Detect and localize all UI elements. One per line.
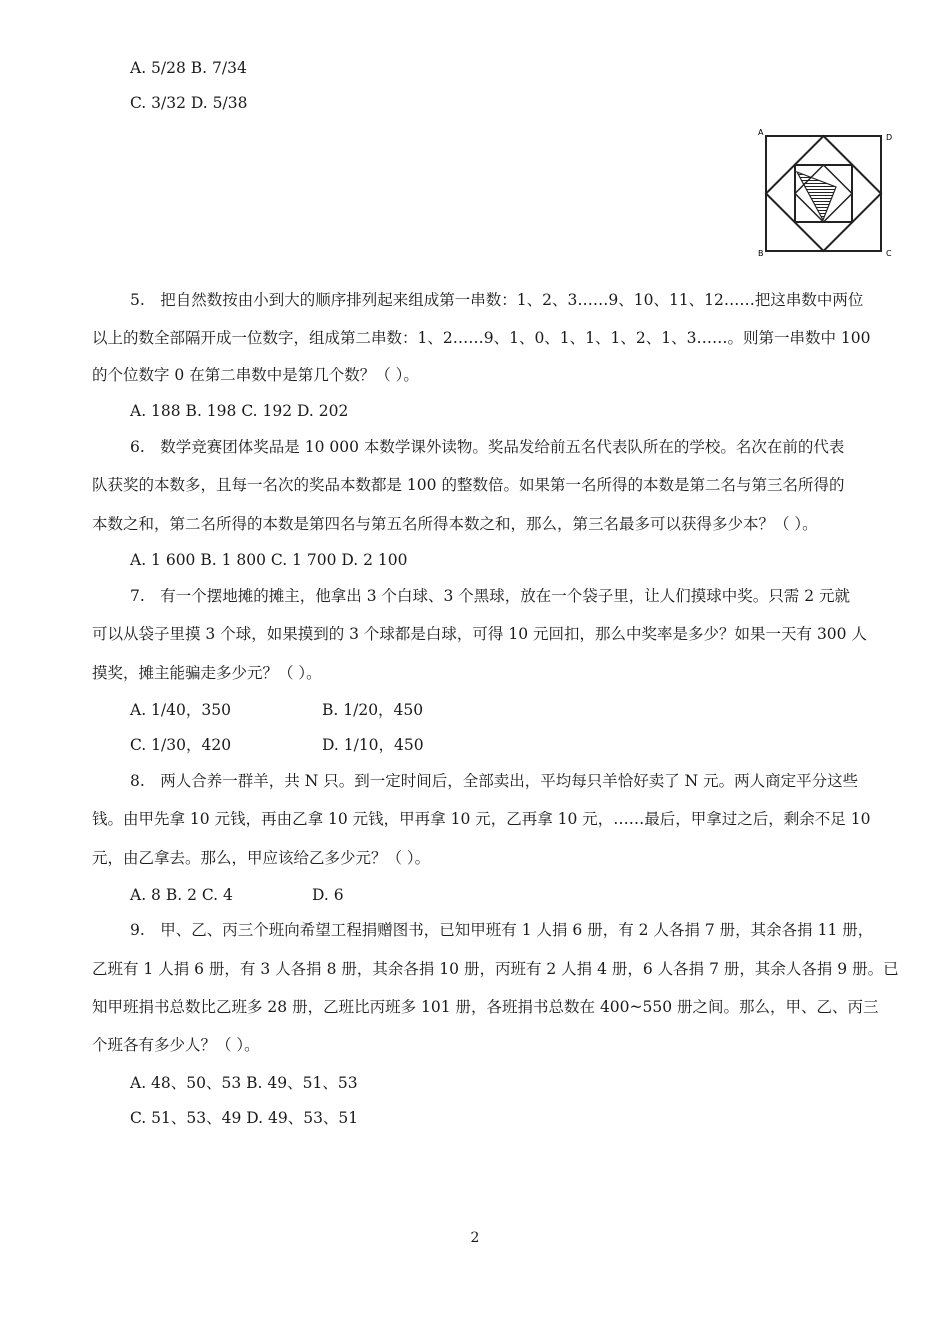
q5-line-2: 以上的数全部隔开成一位数字，组成第二串数：1、2……9、1、0、1、1、1、2、1、3……。则第一串数中 100 [92,329,871,347]
label-d: D [886,133,893,142]
q8-option-d: D. 6 [312,886,344,904]
q7-option-a: A. 1/40，350 [130,701,231,719]
q6-line-1: 6. 数学竞赛团体奖品是 10 000 本数学课外读物。奖品发给前五名代表队所在的学校。名次在前的代表 [130,438,845,456]
q6-line-2: 队获奖的本数多，且每一名次的奖品本数都是 100 的整数倍。如果第一名所得的本数是第二名与第三名所得的 [92,476,845,494]
shaded-triangle [797,172,836,220]
label-b: B [758,249,764,258]
label-c: C [886,249,892,258]
q9-line-3: 知甲班捐书总数比乙班多 28 册，乙班比丙班多 101 册，各班捐书总数在 400~550 册之间。那么，甲、乙、丙三 [92,998,879,1016]
label-a: A [758,128,764,137]
page-number: 2 [470,1230,480,1246]
q9-options-1: A. 48、50、53 B. 49、51、53 [130,1074,358,1092]
q7-line-1: 7. 有一个摆地摊的摊主，他拿出 3 个白球、3 个黑球，放在一个袋子里，让人们摸球中奖。只需 2 元就 [130,587,851,605]
q5-line-1: 5. 把自然数按由小到大的顺序排列起来组成第一串数：1、2、3……9、10、11、12……把这串数中两位 [130,291,864,309]
q5-options: A. 188 B. 198 C. 192 D. 202 [130,402,349,420]
q7-line-2: 可以从袋子里摸 3 个球，如果摸到的 3 个球都是白球，可得 10 元回扣，那么中奖率是多少？如果一天有 300 人 [92,625,867,643]
q7-option-b: B. 1/20，450 [322,701,424,719]
q5-line-3: 的个位数字 0 在第二串数中是第几个数？（ ）。 [92,366,419,384]
q8-line-1: 8. 两人合养一群羊，共 N 只。到一定时间后，全部卖出，平均每只羊恰好卖了 N 元。两人商定平分这些 [130,772,859,790]
q9-options-2: C. 51、53、49 D. 49、53、51 [130,1109,359,1127]
q7-option-c: C. 1/30，420 [130,736,232,754]
q9-line-1: 9. 甲、乙、丙三个班向希望工程捐赠图书，已知甲班有 1 人捐 6 册，有 2 人各捐 7 册，其余各捐 11 册， [130,921,874,939]
q7-option-d: D. 1/10，450 [322,736,424,754]
q9-line-2: 乙班有 1 人捐 6 册，有 3 人各捐 8 册，其余各捐 10 册，丙班有 2 人捐 4 册，6 人各捐 7 册，其余人各捐 9 册。已 [92,960,899,978]
q6-options: A. 1 600 B. 1 800 C. 1 700 D. 2 100 [130,551,408,569]
q8-line-2: 钱。由甲先拿 10 元钱，再由乙拿 10 元钱，甲再拿 10 元，乙再拿 10 元，……最后，甲拿过之后，剩余不足 10 [92,810,871,828]
q8-line-3: 元，由乙拿去。那么，甲应该给乙多少元？（ ）。 [92,849,431,867]
q6-line-3: 本数之和，第二名所得的本数是第四名与第五名所得本数之和，那么，第三名最多可以获得多少本？（ ）。 [92,515,818,533]
nested-squares-figure [758,128,898,258]
prev-options-line-1: A. 5/28 B. 7/34 [130,59,247,77]
q7-line-3: 摸奖，摊主能骗走多少元？（ ）。 [92,664,322,682]
q8-options-abc: A. 8 B. 2 C. 4 [130,886,233,904]
prev-options-line-2: C. 3/32 D. 5/38 [130,94,248,112]
q9-line-4: 个班各有多少人？（ ）。 [92,1036,260,1054]
